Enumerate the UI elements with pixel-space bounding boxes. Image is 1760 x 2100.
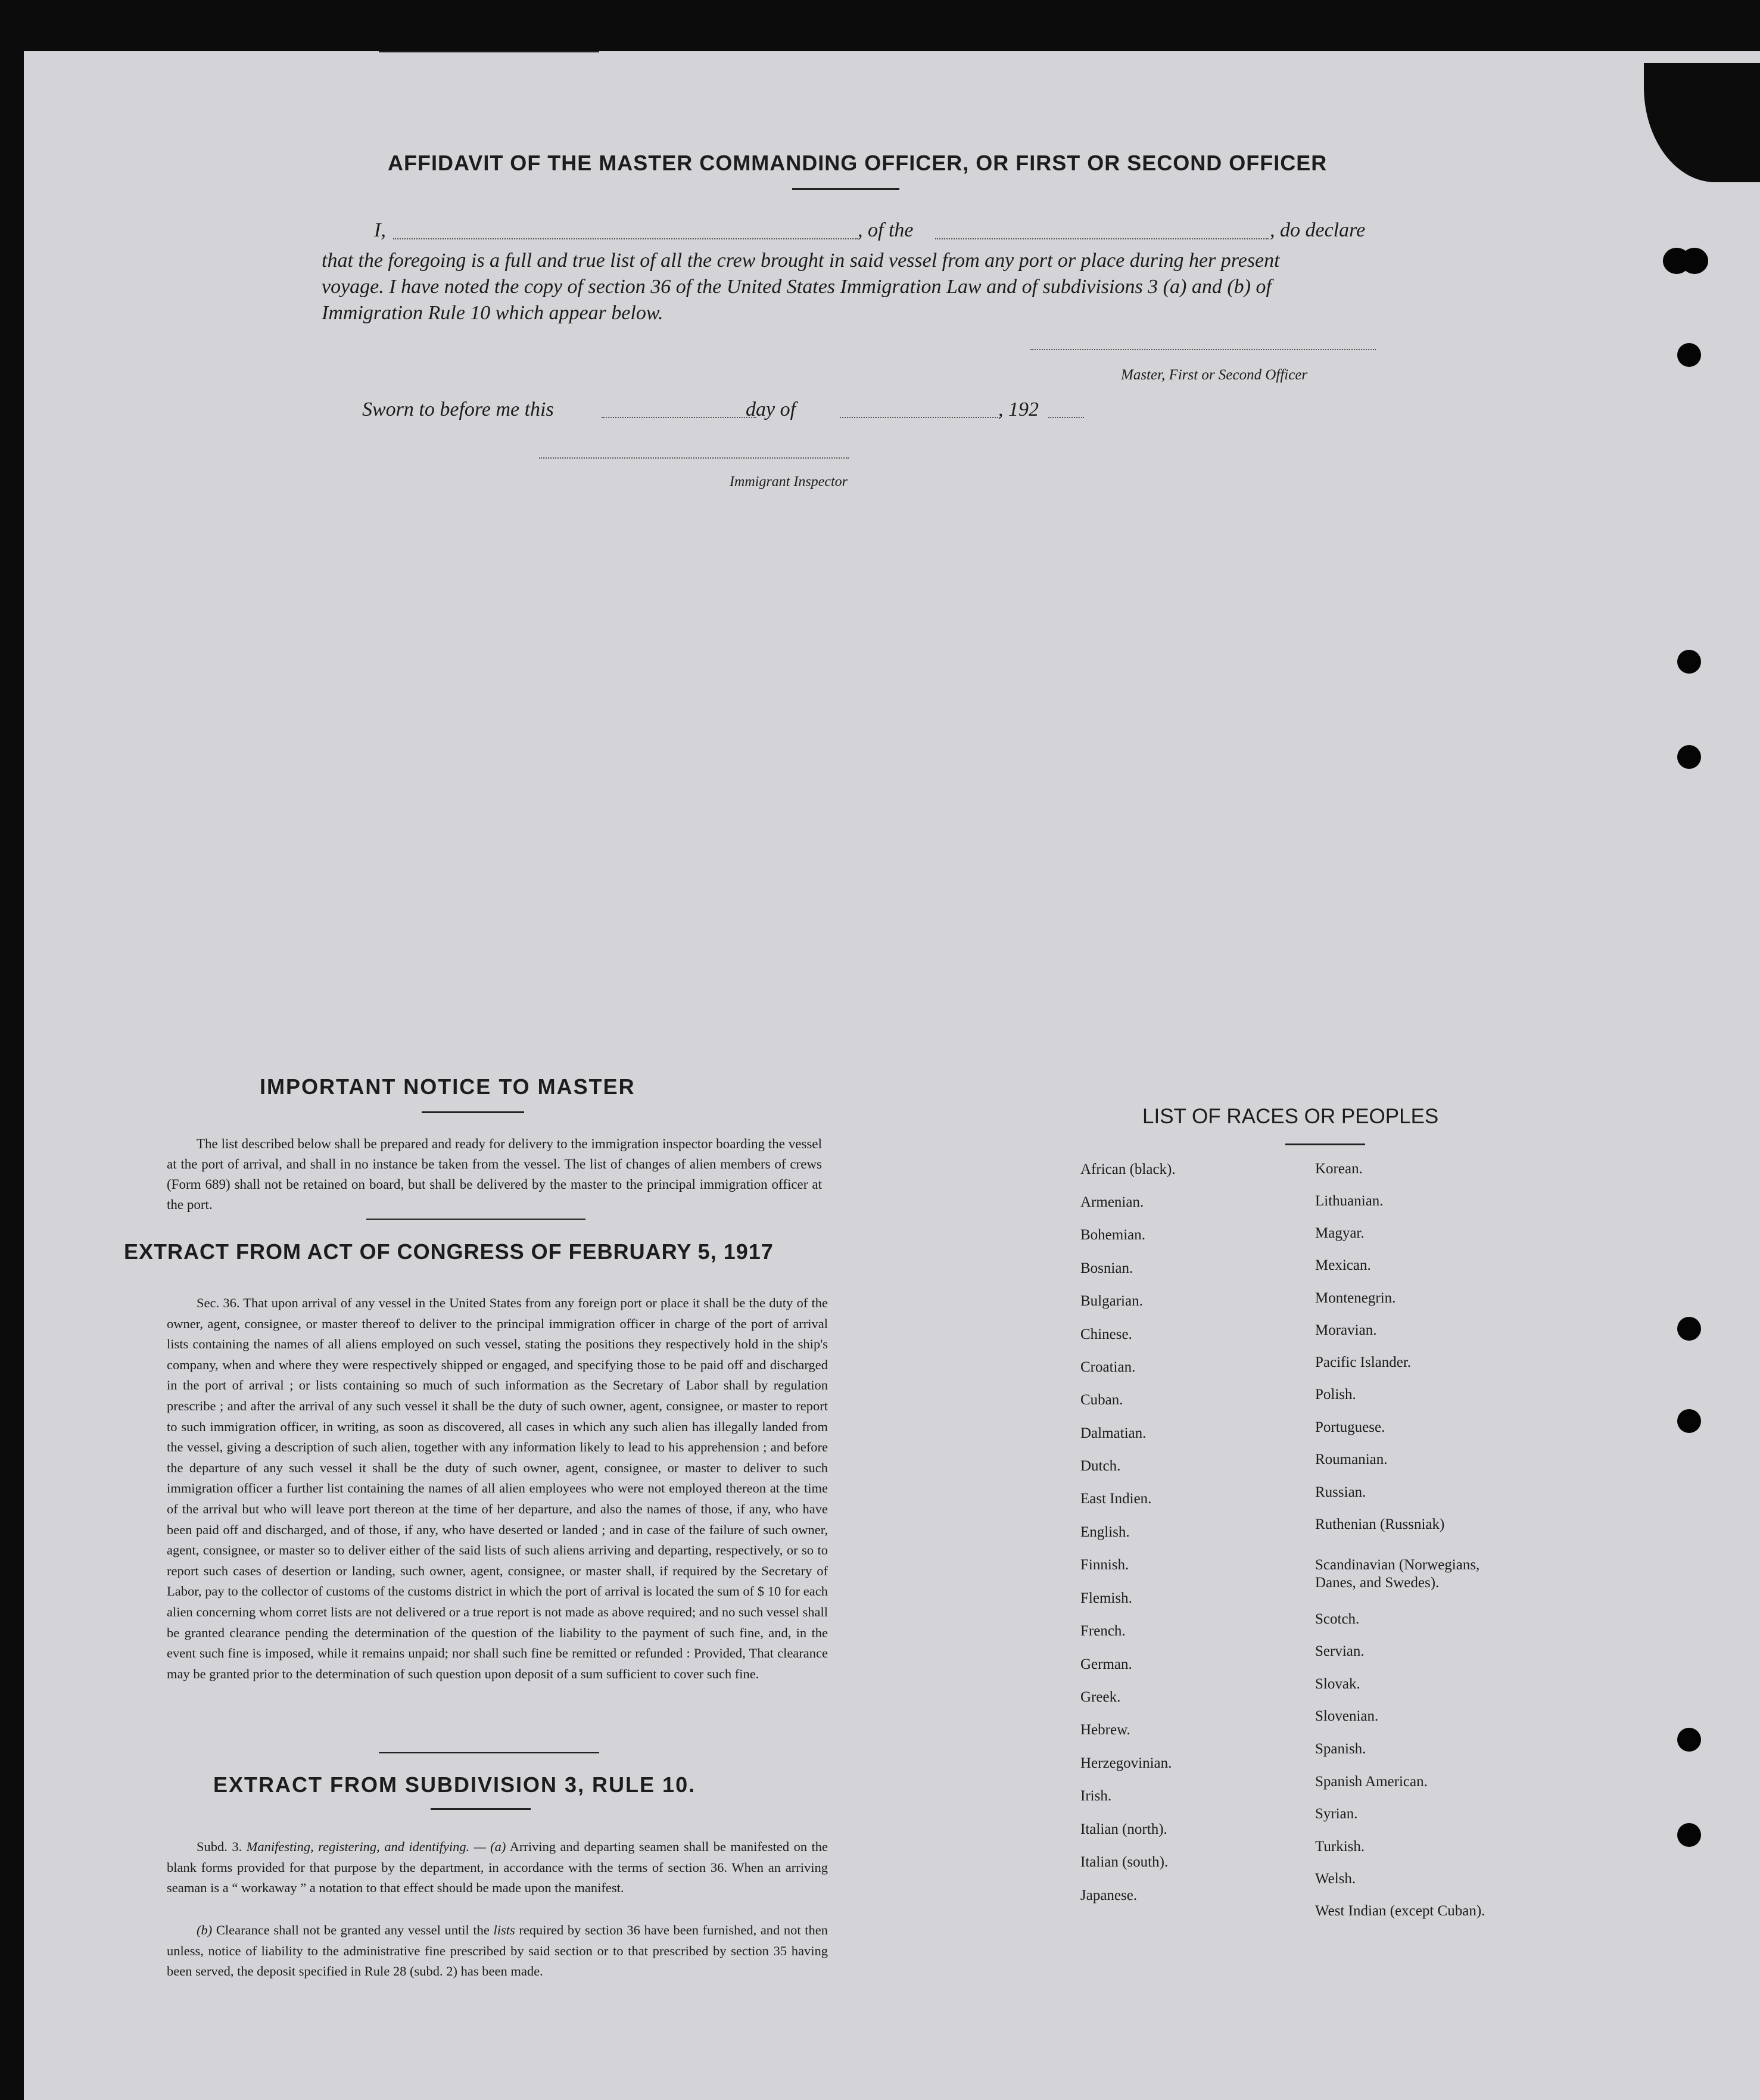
- race-item: Dutch.: [1080, 1458, 1121, 1474]
- race-item: Montenegrin.: [1315, 1290, 1396, 1306]
- race-item: English.: [1080, 1524, 1130, 1540]
- subd-b-body-2: required by section 36 have been furnished, and not then unless, notice of liability to the administrative fine prescribed by said section or to that prescribed by section 35 having been served, the deposit specified in Rule 28 (subd. 2) has been made.: [167, 1923, 828, 1979]
- subd-b-lists: lists: [493, 1923, 515, 1937]
- subd-b-body-1: Clearance shall not be granted any vessel until the: [216, 1923, 490, 1937]
- race-item: Slovak.: [1315, 1676, 1360, 1692]
- affidavit-of-the: , of the: [858, 219, 914, 241]
- year-prefix: , 192: [998, 398, 1039, 420]
- race-item: Cuban.: [1080, 1392, 1123, 1408]
- binder-hole: [1677, 1317, 1701, 1341]
- race-item: Turkish.: [1315, 1839, 1365, 1855]
- signature-line[interactable]: [1030, 349, 1376, 350]
- race-item: African (black).: [1080, 1161, 1176, 1177]
- vessel-blank[interactable]: [935, 238, 1269, 239]
- signature-label: Master, First or Second Officer: [1121, 367, 1308, 383]
- race-item: East Indien.: [1080, 1491, 1152, 1507]
- race-item: Hebrew.: [1080, 1722, 1130, 1738]
- race-item: Greek.: [1080, 1689, 1121, 1705]
- subdivision-para-a: [167, 1837, 828, 1899]
- race-item: Scandinavian (Norwegians, Danes, and Swedes).: [1315, 1557, 1480, 1591]
- race-item: Lithuanian.: [1315, 1193, 1384, 1209]
- race-item: Spanish.: [1315, 1741, 1366, 1757]
- race-item: Japanese.: [1080, 1887, 1138, 1903]
- subdivision-para-b: [167, 1920, 828, 1982]
- race-item: Syrian.: [1315, 1806, 1358, 1822]
- race-item: Irish.: [1080, 1788, 1112, 1804]
- torn-corner: [1644, 63, 1760, 182]
- race-item: Croatian.: [1080, 1359, 1136, 1375]
- race-item: Flemish.: [1080, 1590, 1132, 1606]
- race-item: Italian (north).: [1080, 1821, 1167, 1837]
- race-item: Herzegovinian.: [1080, 1755, 1172, 1771]
- divider: [1285, 1144, 1365, 1145]
- form-sheet: [24, 51, 1760, 2100]
- subdivision-title: EXTRACT FROM SUBDIVISION 3, RULE 10.: [213, 1772, 696, 1797]
- race-item: Mexican.: [1315, 1257, 1371, 1273]
- binder-hole: [1677, 650, 1701, 674]
- race-item: Slovenian.: [1315, 1708, 1379, 1724]
- subd-heading: Manifesting, registering, and identifying. — (a): [246, 1839, 506, 1854]
- subd-lead: Subd. 3.: [197, 1839, 242, 1854]
- name-blank[interactable]: [393, 238, 858, 239]
- race-item: Bohemian.: [1080, 1227, 1146, 1243]
- race-item: Roumanian.: [1315, 1451, 1388, 1467]
- race-item: Chinese.: [1080, 1326, 1132, 1342]
- binder-hole: [1677, 745, 1701, 769]
- affidavit-title: AFFIDAVIT OF THE MASTER COMMANDING OFFICER, OR FIRST OR SECOND OFFICER: [388, 151, 1328, 175]
- act-title: EXTRACT FROM ACT OF CONGRESS OF FEBRUARY 5, 1917: [124, 1239, 774, 1264]
- race-item: Servian.: [1315, 1643, 1365, 1659]
- divider: [379, 1752, 599, 1753]
- race-item: Welsh.: [1315, 1871, 1356, 1887]
- race-item: Polish.: [1315, 1387, 1356, 1403]
- race-item: Pacific Islander.: [1315, 1354, 1412, 1370]
- affidavit-line-2: that the foregoing is a full and true list of all the crew brought in said vessel from any port or place during her present: [322, 250, 1280, 272]
- race-item: Spanish American.: [1315, 1774, 1428, 1790]
- affidavit-line-4: Immigration Rule 10 which appear below.: [322, 302, 663, 324]
- affidavit-declare: , do declare: [1270, 219, 1366, 241]
- notice-body: The list described below shall be prepared and ready for delivery to the immigration inspector boarding the vessel at the port of arrival, and shall in no instance be taken from the vessel. The list of changes of alien members of crews (Form 689) shall not be retained on board, but shall be delivered by the master to the principal immigration officer at the port.: [167, 1136, 822, 1212]
- inspector-label: Immigrant Inspector: [730, 474, 848, 490]
- race-item: Dalmatian.: [1080, 1425, 1147, 1441]
- race-item: Bosnian.: [1080, 1260, 1133, 1276]
- act-body: Sec. 36. That upon arrival of any vessel in the United States from any foreign port or place it shall be the duty of the owner, agent, consignee, or master thereof to deliver to the principal immigration officer in charge of the port of arrival lists containing the names of all aliens employed on such vessel, stating the positions they respectively hold in the ship's company, when and where they were respectively shipped or engaged, and specifying those to be paid off and discharged in the port of arrival ; or lists containing so much of such information as the Secretary of Labor shall by regulation prescribe ; and after the arrival of any such vessel it shall be the duty of such owner, agent, consignee, or master to report to such immigration officer, in writing, as soon as discovered, all cases in which any such alien has illegally landed from the vessel, giving a description of such alien, together with any information likely to lead to his apprehension ; and before the departure of any such vessel it shall be the duty of such owner, agent, consignee, or master to deliver to such immigration officer a further list containing the names of all alien employees who were not employed thereon at the time of the arrival but who will leave port thereon at the time of her departure, and also the names of those, if any, who have been paid off and discharged, and of those, if any, who have deserted or landed ; and in case of the failure of such owner, agent, consignee, or master so to deliver either of the said lists of such aliens arriving and departing, respectively, or so to report such cases of desertion or landing, such owner, agent, consignee, or master shall, if required by the Secretary of Labor, pay to the collector of customs of the customs district in which the port of arrival is located the sum of $ 10 for each alien concerning whom corret lists are not delivered or a true report is not made as above required; and no such vessel shall be granted clearance pending the determination of the question of the liability to the payment of such fine, and, in the event such fine is imposed, while it remains unpaid; nor shall such fine be remitted or refunded : Provided, That clearance may be granted prior to the determination of such question upon deposit of a sum sufficient to cover such fine.: [167, 1295, 828, 1681]
- notice-title: IMPORTANT NOTICE TO MASTER: [260, 1074, 636, 1099]
- divider: [366, 1219, 585, 1220]
- race-item: German.: [1080, 1656, 1132, 1672]
- subd-b-lead: (b): [197, 1923, 213, 1937]
- day-of-text: day of: [746, 398, 796, 420]
- inspector-signature-line[interactable]: [539, 457, 849, 459]
- affidavit-i: I,: [374, 219, 386, 241]
- binder-hole: [1677, 343, 1701, 367]
- year-blank[interactable]: [1048, 417, 1084, 418]
- binder-hole: [1677, 1409, 1701, 1433]
- affidavit-line-3: voyage. I have noted the copy of section 36 of the United States Immigration Law and of subdivisions 3 (a) and (b) of: [322, 276, 1272, 298]
- race-item: Bulgarian.: [1080, 1293, 1143, 1309]
- race-item: Armenian.: [1080, 1194, 1144, 1210]
- binder-hole: [1677, 1823, 1701, 1847]
- race-item: West Indian (except Cuban).: [1315, 1903, 1485, 1919]
- race-item: Italian (south).: [1080, 1854, 1169, 1870]
- race-item: French.: [1080, 1623, 1126, 1639]
- binder-hole: [1677, 1728, 1701, 1752]
- race-item: Finnish.: [1080, 1557, 1129, 1573]
- race-item: Ruthenian (Russniak): [1315, 1516, 1445, 1532]
- race-item: Scotch.: [1315, 1611, 1360, 1627]
- races-title: LIST OF RACES OR PEOPLES: [1142, 1105, 1439, 1128]
- day-blank[interactable]: [602, 417, 756, 418]
- race-item: Korean.: [1315, 1161, 1363, 1177]
- subd-a-body: Arriving and departing seamen shall be manifested on the blank forms provided for that purpose by the department, in accordance with the terms of section 36. When an arriving seaman is a “ workaway ” a notation to that effect should be made upon the manifest.: [167, 1839, 828, 1896]
- divider: [422, 1111, 524, 1113]
- race-item: Russian.: [1315, 1484, 1366, 1500]
- divider: [431, 1808, 531, 1810]
- race-item: Magyar.: [1315, 1225, 1365, 1241]
- sworn-text: Sworn to before me this: [362, 398, 554, 420]
- binder-hole: [1681, 248, 1708, 274]
- race-item: Moravian.: [1315, 1322, 1377, 1338]
- month-blank[interactable]: [840, 417, 1001, 418]
- divider: [379, 51, 599, 52]
- divider: [792, 188, 899, 190]
- race-item: Portuguese.: [1315, 1419, 1385, 1435]
